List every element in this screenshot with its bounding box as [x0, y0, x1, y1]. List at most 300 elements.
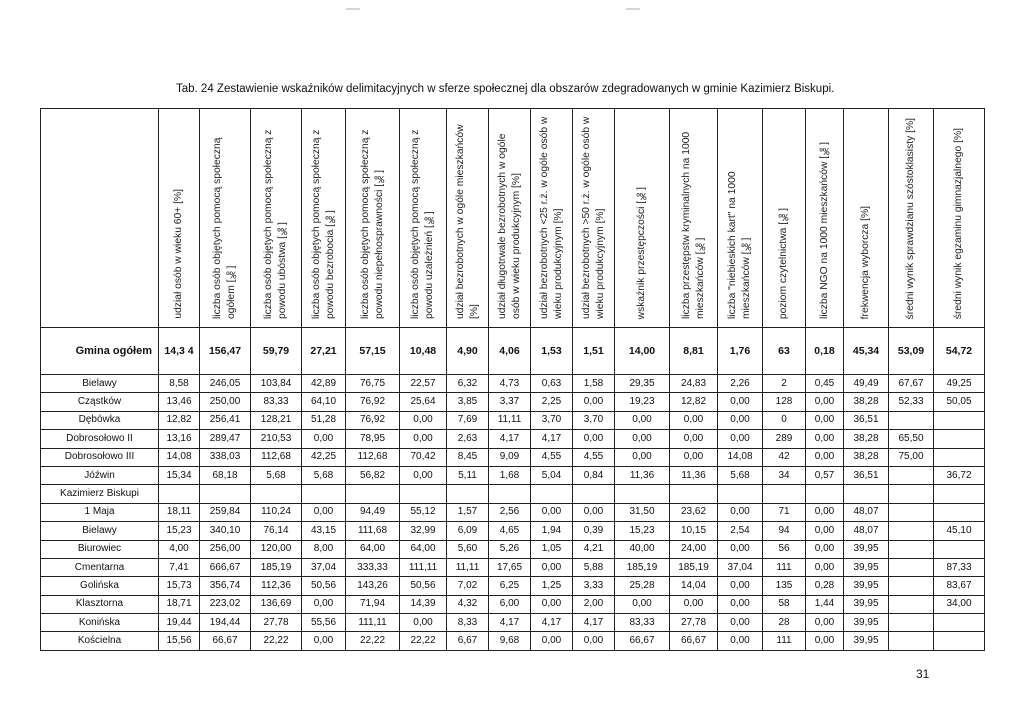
table-cell: 22,22 — [251, 632, 302, 650]
column-header-label: średni wynik egzaminu gimnazjalnego [%] — [953, 127, 965, 319]
table-cell — [889, 540, 934, 558]
table-cell: 39,95 — [844, 577, 889, 595]
table-cell — [934, 632, 985, 650]
table-cell: 70,42 — [400, 448, 447, 466]
column-header — [889, 109, 934, 328]
table-cell: 49,49 — [844, 375, 889, 393]
table-cell: 0,00 — [670, 430, 718, 448]
table-cell: 185,19 — [615, 558, 670, 576]
column-header-label: liczba "niebieskich kart" na 1000 mieszkańców [‰] — [727, 171, 752, 319]
table-cell: 51,28 — [302, 411, 346, 429]
table-cell — [400, 485, 447, 503]
table-cell: 8,00 — [302, 540, 346, 558]
table-cell: 31,50 — [615, 503, 670, 521]
table-cell: 13,46 — [159, 393, 200, 411]
column-header-label: średni wynik sprawdzianu szóstoklasisty [%] — [905, 117, 917, 319]
table-cell: 50,56 — [400, 577, 447, 595]
table-cell: 12,82 — [159, 411, 200, 429]
row-label: Konińska — [41, 614, 159, 632]
table-cell: 5,60 — [447, 540, 489, 558]
total-value: 156,47 — [200, 328, 251, 375]
table-cell: 0,63 — [531, 375, 573, 393]
total-value: 0,18 — [806, 328, 844, 375]
table-cell — [934, 411, 985, 429]
table-row — [41, 393, 985, 411]
table-caption: Tab. 24 Zestawienie wskaźników delimitacyjnych w sferze społecznej dla obszarów zdegradowanych w gminie Kazimierz Biskupi. — [176, 83, 835, 95]
row-label: Biurowiec — [41, 540, 159, 558]
table-cell: 28 — [763, 614, 806, 632]
table-cell — [251, 485, 302, 503]
table-cell: 17,65 — [489, 558, 531, 576]
row-label: Dębówka — [41, 411, 159, 429]
total-value: 4,06 — [489, 328, 531, 375]
table-cell: 43,15 — [302, 522, 346, 540]
total-value: 14,00 — [615, 328, 670, 375]
table-cell: 112,36 — [251, 577, 302, 595]
table-cell: 5,11 — [447, 466, 489, 484]
table-cell — [889, 577, 934, 595]
table-cell: 0,28 — [806, 577, 844, 595]
table-cell: 4,73 — [489, 375, 531, 393]
table-cell: 18,11 — [159, 503, 200, 521]
table-cell — [889, 595, 934, 613]
table-cell — [670, 485, 718, 503]
column-header-label: liczba osób objętych pomocą społeczną z powodu ubóstwa [‰] — [263, 129, 288, 319]
table-cell: 2 — [763, 375, 806, 393]
table-cell: 0,00 — [573, 503, 615, 521]
table-cell: 0,00 — [806, 448, 844, 466]
table-row — [41, 375, 985, 393]
table-cell: 5,04 — [531, 466, 573, 484]
table-cell: 0,00 — [531, 632, 573, 650]
table-cell: 11,11 — [447, 558, 489, 576]
table-cell: 4,32 — [447, 595, 489, 613]
table-cell: 2,25 — [531, 393, 573, 411]
table-cell: 22,22 — [346, 632, 400, 650]
table-cell — [889, 614, 934, 632]
table-cell: 56 — [763, 540, 806, 558]
table-cell: 48,07 — [844, 522, 889, 540]
table-cell: 289,47 — [200, 430, 251, 448]
table-cell: 0,00 — [400, 430, 447, 448]
table-cell: 15,23 — [615, 522, 670, 540]
table-cell: 0,00 — [302, 430, 346, 448]
table-cell: 185,19 — [251, 558, 302, 576]
table-cell: 128,21 — [251, 411, 302, 429]
table-cell: 64,10 — [302, 393, 346, 411]
column-header — [573, 109, 615, 328]
table-cell: 0,00 — [400, 411, 447, 429]
row-label: Golińska — [41, 577, 159, 595]
table-cell: 9,68 — [489, 632, 531, 650]
table-cell: 18,71 — [159, 595, 200, 613]
table-cell: 64,00 — [400, 540, 447, 558]
table-cell: 0,00 — [400, 466, 447, 484]
column-header-label: liczba NGO na 1000 mieszkańców [‰] — [818, 142, 830, 319]
column-header — [346, 109, 400, 328]
table-cell: 194,44 — [200, 614, 251, 632]
table-cell: 25,64 — [400, 393, 447, 411]
table-cell: 0,00 — [615, 430, 670, 448]
table-cell — [889, 632, 934, 650]
table-cell: 50,56 — [302, 577, 346, 595]
table-cell: 37,04 — [718, 558, 763, 576]
table-cell: 0,00 — [302, 503, 346, 521]
table-cell — [763, 485, 806, 503]
table-cell: 0,00 — [718, 632, 763, 650]
table-cell — [889, 522, 934, 540]
table-cell — [889, 503, 934, 521]
row-label: Klasztorna — [41, 595, 159, 613]
row-label: Dobrosołowo II — [41, 430, 159, 448]
table-cell: 2,63 — [447, 430, 489, 448]
table-cell: 36,72 — [934, 466, 985, 484]
table-cell: 111,68 — [346, 522, 400, 540]
table-cell: 3,33 — [573, 577, 615, 595]
table-cell: 4,17 — [489, 430, 531, 448]
table-cell: 2,54 — [718, 522, 763, 540]
group-row — [41, 485, 985, 503]
table-cell: 2,00 — [573, 595, 615, 613]
total-value: 1,51 — [573, 328, 615, 375]
table-cell: 0,00 — [670, 595, 718, 613]
table-cell: 32,99 — [400, 522, 447, 540]
table-cell — [615, 485, 670, 503]
table-cell: 15,73 — [159, 577, 200, 595]
column-header-label: frekwencja wyborcza [%] — [860, 205, 872, 319]
table-cell: 22,22 — [400, 632, 447, 650]
table-cell: 4,17 — [531, 430, 573, 448]
table-cell: 0,00 — [302, 595, 346, 613]
table-cell: 256,41 — [200, 411, 251, 429]
table-cell: 39,95 — [844, 614, 889, 632]
table-cell: 42,25 — [302, 448, 346, 466]
table-cell: 83,33 — [251, 393, 302, 411]
column-header-label: liczba przestępstw kryminalnych na 1000 mieszkańców [‰] — [680, 131, 706, 319]
table-cell: 0,00 — [806, 558, 844, 576]
table-cell: 0,00 — [615, 595, 670, 613]
table-cell: 3,37 — [489, 393, 531, 411]
table-cell: 75,00 — [889, 448, 934, 466]
table-cell: 143,26 — [346, 577, 400, 595]
table-cell: 4,00 — [159, 540, 200, 558]
header-row — [41, 109, 985, 328]
table-cell: 1,05 — [531, 540, 573, 558]
table-cell — [806, 485, 844, 503]
table-cell: 83,33 — [615, 614, 670, 632]
table-cell: 38,28 — [844, 448, 889, 466]
total-value: 1,53 — [531, 328, 573, 375]
table-cell: 0,00 — [718, 430, 763, 448]
table-cell: 259,84 — [200, 503, 251, 521]
table-row — [41, 503, 985, 521]
table-cell: 71 — [763, 503, 806, 521]
table-row — [41, 558, 985, 576]
table-cell — [934, 614, 985, 632]
table-cell: 0,00 — [806, 614, 844, 632]
column-header-label: liczba osób objętych pomocą społeczną z powodu uzależnień [‰] — [410, 129, 435, 319]
table-cell: 42 — [763, 448, 806, 466]
table-cell — [346, 485, 400, 503]
table-cell: 256,00 — [200, 540, 251, 558]
column-header — [670, 109, 718, 328]
table-cell: 223,02 — [200, 595, 251, 613]
table-cell: 27,78 — [251, 614, 302, 632]
table-cell: 76,14 — [251, 522, 302, 540]
table-cell: 52,33 — [889, 393, 934, 411]
table-cell: 185,19 — [670, 558, 718, 576]
table-cell: 55,56 — [302, 614, 346, 632]
row-label: Bielawy — [41, 522, 159, 540]
column-header-label: udział bezrobotnych w ogóle mieszkańców [%] — [454, 124, 480, 319]
table-cell: 0,00 — [718, 595, 763, 613]
table-cell: 1,44 — [806, 595, 844, 613]
total-value: 57,15 — [346, 328, 400, 375]
column-header-label: liczba osób objętych pomocą społeczną ogółem [‰] — [212, 137, 237, 319]
table-cell: 49,25 — [934, 375, 985, 393]
column-header — [615, 109, 670, 328]
column-header-label: liczba osób objętych pomocą społeczną z powodu bezrobocia [‰] — [310, 129, 336, 319]
table-cell: 4,17 — [573, 614, 615, 632]
table-cell: 0,00 — [718, 577, 763, 595]
table-cell: 1,58 — [573, 375, 615, 393]
table-cell: 666,67 — [200, 558, 251, 576]
table-cell: 8,33 — [447, 614, 489, 632]
table-row — [41, 595, 985, 613]
table-cell: 15,23 — [159, 522, 200, 540]
row-label: Bielawy — [41, 375, 159, 393]
table-cell: 6,09 — [447, 522, 489, 540]
table-cell: 111 — [763, 558, 806, 576]
table-cell — [889, 411, 934, 429]
table-cell: 0,84 — [573, 466, 615, 484]
total-value: 45,34 — [844, 328, 889, 375]
table-cell: 0,00 — [615, 411, 670, 429]
table-cell — [934, 540, 985, 558]
table-cell: 0,00 — [400, 614, 447, 632]
column-header — [200, 109, 251, 328]
table-cell: 1,25 — [531, 577, 573, 595]
table-cell: 37,04 — [302, 558, 346, 576]
table-cell: 15,56 — [159, 632, 200, 650]
table-cell: 68,18 — [200, 466, 251, 484]
header-corner — [41, 109, 159, 328]
table-row — [41, 522, 985, 540]
table-cell: 0,00 — [718, 411, 763, 429]
table-cell: 76,92 — [346, 393, 400, 411]
table-cell: 87,33 — [934, 558, 985, 576]
column-header-label: poziom czytelnictwa [‰] — [778, 207, 790, 319]
column-header — [302, 109, 346, 328]
table-cell: 5,88 — [573, 558, 615, 576]
column-header — [718, 109, 763, 328]
table-cell: 1,94 — [531, 522, 573, 540]
table-cell: 25,28 — [615, 577, 670, 595]
table-cell: 12,82 — [670, 393, 718, 411]
table-cell: 7,69 — [447, 411, 489, 429]
table-cell: 29,35 — [615, 375, 670, 393]
table-cell: 14,08 — [159, 448, 200, 466]
table-cell: 24,83 — [670, 375, 718, 393]
page-number: 31 — [916, 667, 930, 681]
table-cell: 66,67 — [200, 632, 251, 650]
table-cell: 7,41 — [159, 558, 200, 576]
total-value: 10,48 — [400, 328, 447, 375]
table-cell: 0,57 — [806, 466, 844, 484]
column-header-label: udział bezrobotnych <25 r.ż. w ogóle osób w wieku produkcyjnym [%] — [538, 116, 564, 319]
table-cell: 5,26 — [489, 540, 531, 558]
table-cell: 0,00 — [531, 558, 573, 576]
table-cell: 5,68 — [251, 466, 302, 484]
table-cell — [447, 485, 489, 503]
table-cell: 0,00 — [806, 430, 844, 448]
column-header — [159, 109, 200, 328]
total-value: 53,09 — [889, 328, 934, 375]
table-cell: 0,00 — [806, 411, 844, 429]
table-cell: 76,92 — [346, 411, 400, 429]
table-cell: 3,70 — [531, 411, 573, 429]
table-cell: 210,53 — [251, 430, 302, 448]
table-cell — [718, 485, 763, 503]
table-cell: 0,00 — [718, 614, 763, 632]
table-cell: 0,39 — [573, 522, 615, 540]
total-value: 1,76 — [718, 328, 763, 375]
table-cell: 39,95 — [844, 558, 889, 576]
table-cell: 58 — [763, 595, 806, 613]
table-cell: 65,50 — [889, 430, 934, 448]
table-cell: 111,11 — [400, 558, 447, 576]
table-cell: 50,05 — [934, 393, 985, 411]
table-row — [41, 632, 985, 650]
table-cell — [302, 485, 346, 503]
table-cell: 112,68 — [251, 448, 302, 466]
table-cell: 34 — [763, 466, 806, 484]
total-value: 4,90 — [447, 328, 489, 375]
table-row — [41, 411, 985, 429]
table-cell — [934, 503, 985, 521]
table-cell: 6,67 — [447, 632, 489, 650]
table-cell: 4,55 — [573, 448, 615, 466]
table-cell: 0,00 — [718, 540, 763, 558]
table-cell: 356,74 — [200, 577, 251, 595]
table-cell: 250,00 — [200, 393, 251, 411]
table-cell: 111 — [763, 632, 806, 650]
table-row — [41, 466, 985, 484]
table-cell: 2,26 — [718, 375, 763, 393]
table-cell: 66,67 — [670, 632, 718, 650]
table-cell: 0,00 — [573, 393, 615, 411]
table-cell — [934, 485, 985, 503]
table-cell — [934, 448, 985, 466]
row-label: Jóźwin — [41, 466, 159, 484]
table-cell: 135 — [763, 577, 806, 595]
table-cell: 4,17 — [489, 614, 531, 632]
table-cell — [531, 485, 573, 503]
column-header — [489, 109, 531, 328]
table-row — [41, 430, 985, 448]
table-cell — [573, 485, 615, 503]
table-cell: 0,00 — [718, 393, 763, 411]
table-cell: 0,45 — [806, 375, 844, 393]
table-cell: 24,00 — [670, 540, 718, 558]
table-cell: 112,68 — [346, 448, 400, 466]
table-cell: 78,95 — [346, 430, 400, 448]
total-value: 54,72 — [934, 328, 985, 375]
table-cell: 0,00 — [806, 503, 844, 521]
total-value: 8,81 — [670, 328, 718, 375]
column-header — [806, 109, 844, 328]
scan-mark — [626, 8, 640, 10]
table-cell: 56,82 — [346, 466, 400, 484]
table-cell: 0,00 — [806, 393, 844, 411]
table-cell: 0,00 — [806, 540, 844, 558]
column-header — [400, 109, 447, 328]
table-cell: 246,05 — [200, 375, 251, 393]
table-cell: 15,34 — [159, 466, 200, 484]
total-value: 59,79 — [251, 328, 302, 375]
table-cell: 4,65 — [489, 522, 531, 540]
row-label: Dobrosołowo III — [41, 448, 159, 466]
table-cell: 338,03 — [200, 448, 251, 466]
table-cell: 0,00 — [718, 503, 763, 521]
column-header — [934, 109, 985, 328]
table-cell: 333,33 — [346, 558, 400, 576]
column-header — [447, 109, 489, 328]
table-cell — [934, 430, 985, 448]
table-cell: 55,12 — [400, 503, 447, 521]
column-header-label: udział osób w wieku 60+ [%] — [173, 189, 185, 319]
table-cell: 83,67 — [934, 577, 985, 595]
table-cell: 14,39 — [400, 595, 447, 613]
table-cell: 34,00 — [934, 595, 985, 613]
table-cell: 45,10 — [934, 522, 985, 540]
table-cell: 94,49 — [346, 503, 400, 521]
table-cell: 8,45 — [447, 448, 489, 466]
column-header — [251, 109, 302, 328]
table-cell: 67,67 — [889, 375, 934, 393]
table-cell: 4,55 — [531, 448, 573, 466]
column-header — [763, 109, 806, 328]
row-label: 1 Maja — [41, 503, 159, 521]
table-cell — [889, 466, 934, 484]
table-cell — [159, 485, 200, 503]
table-cell: 13,16 — [159, 430, 200, 448]
table-cell: 6,25 — [489, 577, 531, 595]
table-cell — [889, 558, 934, 576]
table-cell: 19,23 — [615, 393, 670, 411]
table-cell — [200, 485, 251, 503]
column-header — [844, 109, 889, 328]
table-cell: 2,56 — [489, 503, 531, 521]
table-cell: 5,68 — [718, 466, 763, 484]
table-cell: 289 — [763, 430, 806, 448]
table-cell: 0,00 — [302, 632, 346, 650]
table-cell: 22,57 — [400, 375, 447, 393]
table-cell: 76,75 — [346, 375, 400, 393]
table-cell: 136,69 — [251, 595, 302, 613]
table-cell: 5,68 — [302, 466, 346, 484]
table-cell: 0,00 — [531, 595, 573, 613]
table-cell: 94 — [763, 522, 806, 540]
table-row — [41, 614, 985, 632]
row-label: Cząstków — [41, 393, 159, 411]
table-cell: 0,00 — [806, 522, 844, 540]
table-cell: 38,28 — [844, 393, 889, 411]
table-cell: 1,68 — [489, 466, 531, 484]
column-header-label: wskaźnik przestępczości [‰] — [636, 186, 648, 319]
table-cell: 14,08 — [718, 448, 763, 466]
table-cell — [844, 485, 889, 503]
